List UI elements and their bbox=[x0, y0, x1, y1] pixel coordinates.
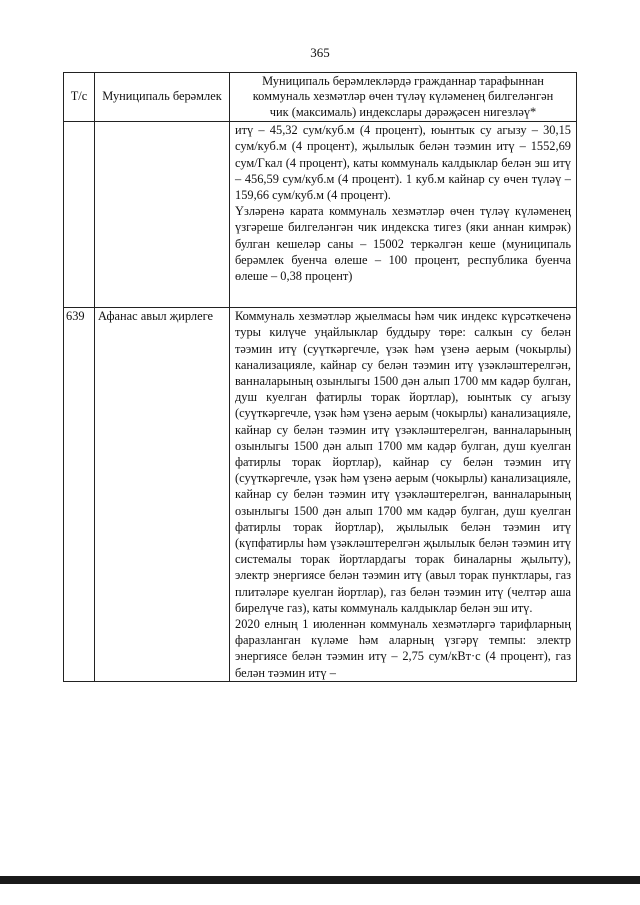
paragraph: итү – 45,32 сум/куб.м (4 процент), юынтык су агызу – 30,15 сум/куб.м (4 процент), җылылык белән тәэмин итү – 1552,69 сум/Гкал (4 процент), каты коммуналь калдыклар белән эш итү – 456,59 сум/куб.м (4 процент). 1 куб.м кайнар су өчен түләү – 159,66 сум/куб.м (4 процент). bbox=[235, 123, 571, 203]
header-number: Т/с bbox=[64, 73, 95, 122]
table-header-row bbox=[64, 73, 577, 122]
table-row bbox=[64, 122, 577, 308]
paragraph: Үзләренә карата коммуналь хезмәтләр өчен түләү күләменең үзгәреше билгеләнгән чик индекска тигез (яки аннан кимрәк) булган кешеләр саны – 15002 теркәлгән кеше (муниципаль берәмлек буенча өлеше – 100 процент, республика буенча өлеше – 0,38 процент) bbox=[235, 204, 571, 284]
row-municipality: Афанас авыл җирлеге bbox=[95, 308, 230, 682]
paragraph: 2020 елның 1 июленнән коммуналь хезмәтләргә тарифларның фаразланган күләме һәм аларның үзгәрү темпы: электр энергиясе белән тәэмин итү – 2,75 сум/кВт·с (4 процент), газ белән тәэмин итү – bbox=[235, 617, 571, 680]
paragraph: Коммуналь хезмәтләр җыелмасы һәм чик индекс күрсәткеченә туры килүче уңайлыклар буддыру төре: салкын су белән тәэмин итү (суүткәргечле, үзәк һәм үзенә аерым (чокырлы) канализацияле, кайнар су белән тәэмин итү үзәкләштерелгән, ванналарының озынлыгы 1500 дән алып 1700 мм кадәр булган, душ куелган фатирлы торак йортлар), юынтык су агызу (суүткәргечле, үзәк һәм үзенә аерым (чокырлы) канализацияле, кайнар су белән тәэмин итү үзәкләштерелгән, ванналарының озынлыгы 1500 дән алып 1700 мм кадәр булган, душ куелган фатирлы торак йортлар), кайнар су белән тәэмин итү (суүткәргечле, үзәк һәм үзенә аерым (чокырлы) канализацияле, кайнар су белән тәэмин итү үзәкләштерелгән, ванналарының озынлыгы 1500 дән алып 1700 мм кадәр булган, душ куелган фатирлы торак йортлар), җылылык белән тәэмин итү (күпфатирлы һәм үзәкләштерелгән җылылык белән тәэмин итү системалы торак йортлардагы торак биналарны җылыту), электр энергиясе белән тәэмин итү (авыл торак пунктлары, газ плитәләре куелган йортлар), газ белән тәэмин итү (челтәр аша бирелүче газ), каты коммуналь калдыклар белән эш итү. bbox=[235, 309, 571, 615]
row-number bbox=[64, 122, 95, 308]
scan-border-band bbox=[0, 876, 640, 884]
row-municipality bbox=[95, 122, 230, 308]
row-index-text bbox=[230, 308, 577, 682]
table-row bbox=[64, 308, 577, 682]
tariff-table bbox=[63, 72, 577, 682]
header-municipality: Муниципаль берәмлек bbox=[95, 73, 230, 122]
row-number: 639 bbox=[64, 308, 95, 682]
page-number: 365 bbox=[310, 45, 330, 60]
header-index-justification: Муниципаль берәмлекләрдә гражданнар тарафыннан коммуналь хезмәтләр өчен түләү күләменең билгеләнгән чик (максималь) индекслары дәрәҗәсен нигезләү* bbox=[230, 73, 577, 122]
row-index-text bbox=[230, 122, 577, 308]
